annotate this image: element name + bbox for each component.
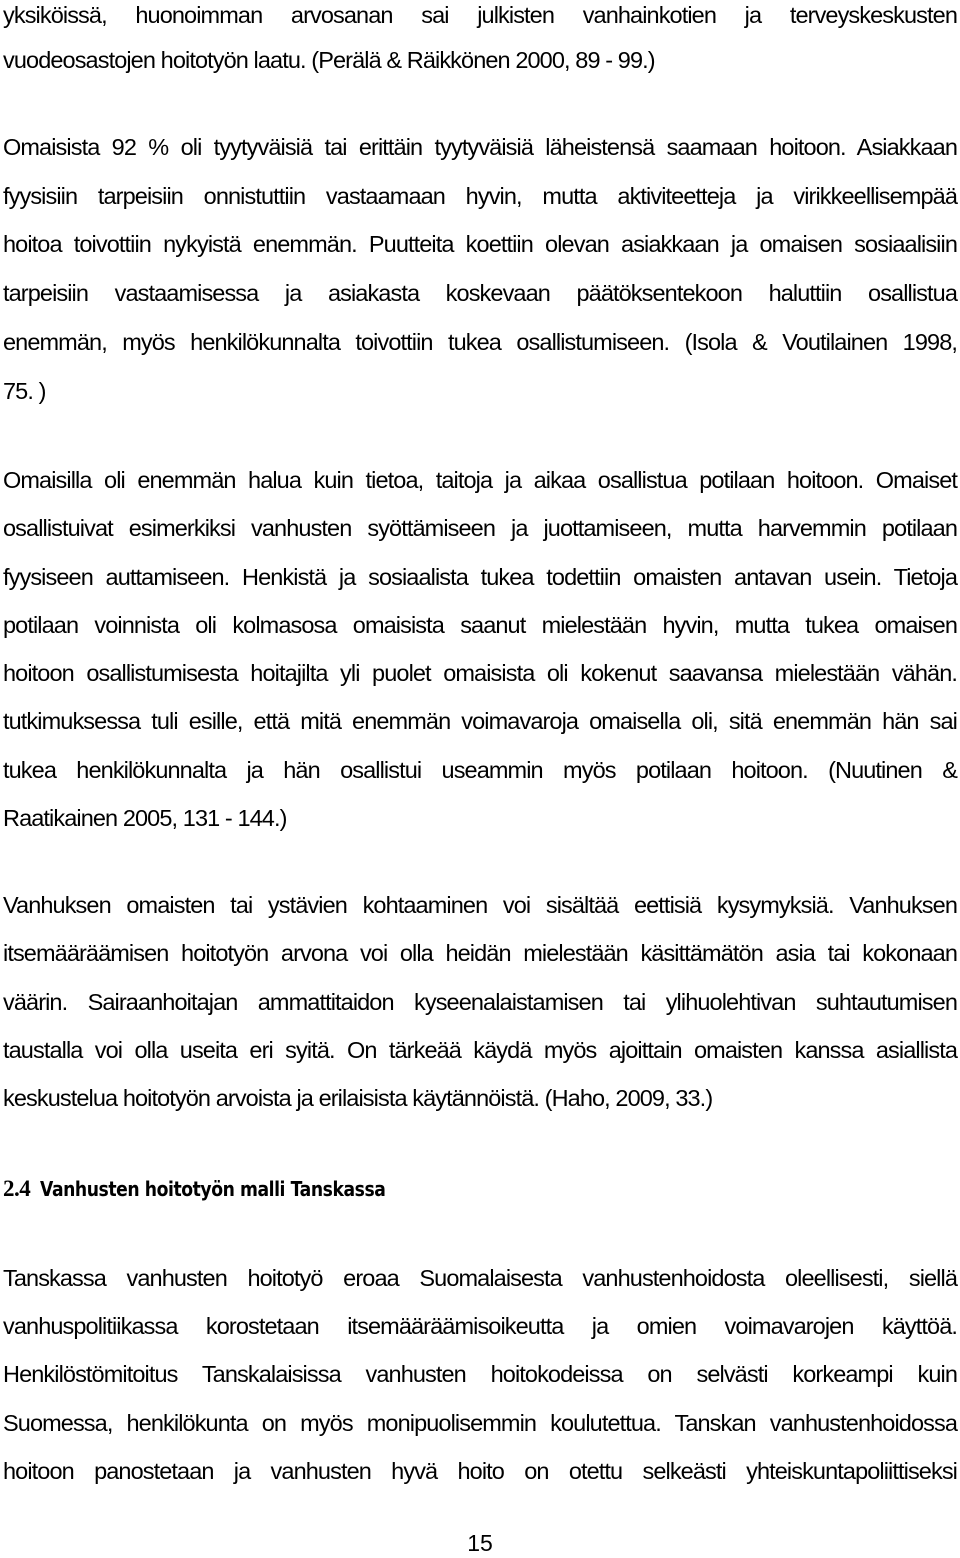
section-number: 2.4 [3, 1176, 31, 1201]
body-text-line: hoitoa toivottiin nykyistä enemmän. Puutteita koettiin olevan asiakkaan ja omaisen sosiaalisiin [3, 231, 957, 257]
body-text-line: tutkimuksessa tuli esille, että mitä enemmän voimavaroja omaisella oli, sitä enemmän hän sai [3, 708, 957, 734]
body-text-line: taustalla voi olla useita eri syitä. On tärkeää käydä myös ajoittain omaisten kanssa asiallista [3, 1037, 957, 1063]
body-text-line: hoitoon panostetaan ja vanhusten hyvä hoito on otettu selkeästi yhteiskuntapoliittiseksi [3, 1458, 957, 1484]
body-text-line: fyysiseen auttamiseen. Henkistä ja sosiaalista tukea todettiin omaisten antavan usein. Tietoja [3, 564, 957, 590]
body-text-line: 75. ) [3, 378, 46, 404]
section-title: Vanhusten hoitotyön malli Tanskassa [40, 1177, 386, 1201]
body-text-line: Omaisista 92 % oli tyytyväisiä tai erittäin tyytyväisiä läheistensä saamaan hoitoon. Asiakkaan [3, 134, 957, 160]
body-text-line: potilaan voinnista oli kolmasosa omaisista saanut mielestään hyvin, mutta tukea omaisen [3, 612, 957, 638]
body-text-line: vuodeosastojen hoitotyön laatu. (Perälä & Räikkönen 2000, 89 - 99.) [3, 47, 655, 73]
body-text-line: osallistuivat esimerkiksi vanhusten syöttämiseen ja juottamiseen, mutta harvemmin potilaan [3, 515, 957, 541]
section-heading [3, 1172, 442, 1205]
body-text-line: Omaisilla oli enemmän halua kuin tietoa, taitoja ja aikaa osallistua potilaan hoitoon. Omaiset [3, 467, 957, 493]
body-text-line: fyysisiin tarpeisiin onnistuttiin vastaamaan hyvin, mutta aktiviteetteja ja virikkeellisempää [3, 183, 957, 209]
body-text-line: keskustelua hoitotyön arvoista ja erilaisista käytännöistä. (Haho, 2009, 33.) [3, 1085, 713, 1111]
page-number: 15 [467, 1530, 493, 1556]
body-text-line: Suomessa, henkilökunta on myös monipuolisemmin koulutettua. Tanskan vanhustenhoidossa [3, 1410, 957, 1436]
body-text-line: väärin. Sairaanhoitajan ammattitaidon kyseenalaistamisen tai ylihuolehtivan suhtautumisen [3, 989, 957, 1015]
body-text-line: Tanskassa vanhusten hoitotyö eroaa Suomalaisesta vanhustenhoidosta oleellisesti, siellä [3, 1265, 957, 1291]
body-text-line: vanhuspolitiikassa korostetaan itsemääräämisoikeutta ja omien voimavarojen käyttöä. [3, 1313, 957, 1339]
body-text-line: hoitoon osallistumisesta hoitajilta yli puolet omaisista oli kokenut saavansa mielestään vähän. [3, 660, 957, 686]
body-text-line: enemmän, myös henkilökunnalta toivottiin tukea osallistumiseen. (Isola & Voutilainen 1998, [3, 329, 957, 355]
body-text-line: tukea henkilökunnalta ja hän osallistui useammin myös potilaan hoitoon. (Nuutinen & [3, 757, 957, 783]
body-text-line: Raatikainen 2005, 131 - 144.) [3, 805, 287, 831]
body-text-line: Vanhuksen omaisten tai ystävien kohtaaminen voi sisältää eettisiä kysymyksiä. Vanhuksen [3, 892, 957, 918]
body-text-line: Henkilöstömitoitus Tanskalaisissa vanhusten hoitokodeissa on selvästi korkeampi kuin [3, 1361, 957, 1387]
body-text-line: tarpeisiin vastaamisessa ja asiakasta koskevaan päätöksentekoon haluttiin osallistua [3, 280, 957, 306]
body-text-line: itsemääräämisen hoitotyön arvona voi olla heidän mielestään käsittämätön asia tai kokonaan [3, 940, 957, 966]
body-text-line: yksiköissä, huonoimman arvosanan sai julkisten vanhainkotien ja terveyskeskusten [3, 2, 957, 28]
